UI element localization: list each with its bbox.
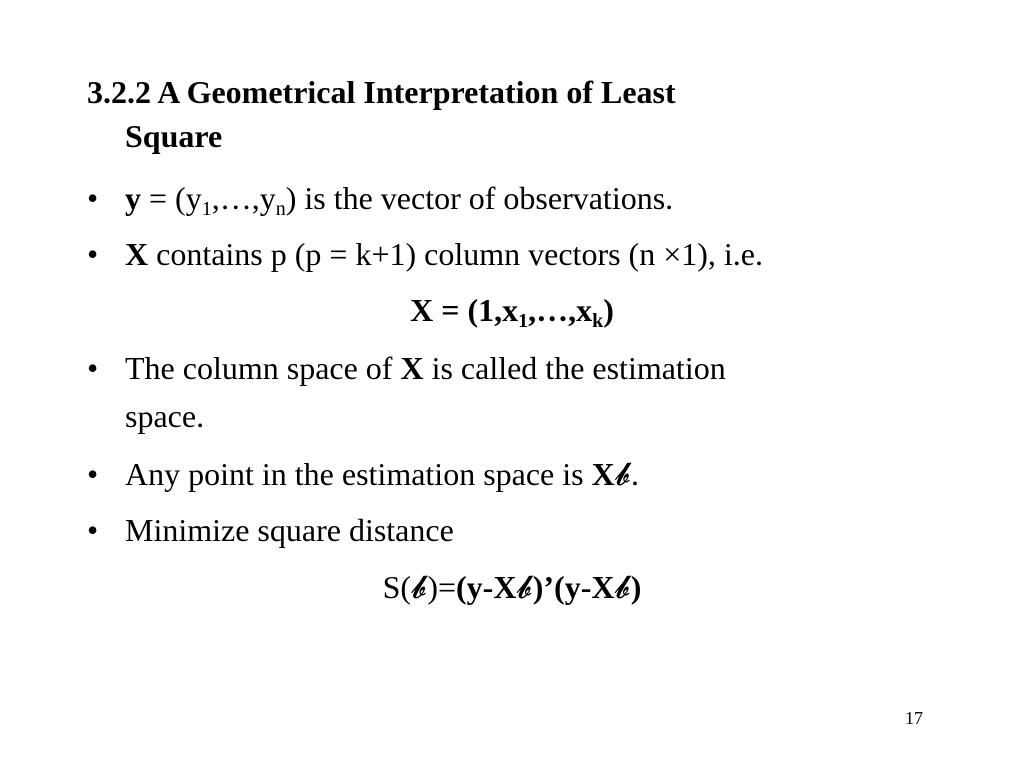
bullet-column-vectors <box>125 234 763 274</box>
eq1-subscript-1: 1 <box>518 310 529 332</box>
eq1-close: ) <box>603 292 614 328</box>
column-space-pre: The column space of <box>125 350 401 386</box>
column-space-post: is called the estimation <box>423 350 726 386</box>
y-definition-mid: ,…,y <box>211 180 276 216</box>
eq2-equals: )= <box>427 569 457 605</box>
bullet-column-space <box>125 348 726 388</box>
eq2-beta-1: 𝓫 <box>411 569 428 605</box>
subscript-n: n <box>275 198 286 220</box>
eq2-s-open: S( <box>382 569 412 605</box>
page-number: 17 <box>905 708 923 728</box>
eq2-part-2: )’(y-X <box>532 569 615 605</box>
eq1-subscript-k: k <box>592 310 604 332</box>
bullet-marker-5: • <box>87 512 99 548</box>
x-matrix-equation <box>0 290 1024 330</box>
slide-title-line2: Square <box>125 118 223 154</box>
x-definition-text: contains p (p = k+1) column vectors (n ×1), i.e. <box>148 236 763 272</box>
estimation-point-pre: Any point in the estimation space is <box>125 456 592 492</box>
estimation-point-period: . <box>631 456 639 492</box>
bullet-marker-4: • <box>87 456 99 492</box>
sum-of-squares-equation <box>0 567 1024 607</box>
column-space-x: X <box>400 350 424 386</box>
y-definition-open: = (y <box>141 180 202 216</box>
slide-title <box>87 70 887 158</box>
eq1-mid: ,…,x <box>528 292 593 328</box>
y-definition-tail: ) is the vector of observations. <box>285 180 674 216</box>
estimation-point-x: X <box>591 456 615 492</box>
bullet-column-space-line2: space. <box>125 398 205 434</box>
subscript-1: 1 <box>201 198 212 220</box>
bullet-marker-2: • <box>87 236 99 272</box>
eq2-close: ) <box>630 569 642 605</box>
bullet-estimation-point <box>125 454 639 494</box>
y-vector-symbol: y <box>125 180 141 216</box>
bullet-minimize: Minimize square distance <box>125 512 454 548</box>
x-matrix-symbol: X <box>125 236 149 272</box>
beta-symbol: 𝓫 <box>614 456 631 492</box>
eq2-beta-3: 𝓫 <box>614 569 631 605</box>
bullet-marker-1: • <box>87 180 99 216</box>
eq2-beta-2: 𝓫 <box>516 569 533 605</box>
eq1-lead: X = (1,x <box>410 292 519 328</box>
eq2-part-1: (y-X <box>456 569 517 605</box>
bullet-marker-3: • <box>87 350 99 386</box>
slide-title-line1: 3.2.2 A Geometrical Interpretation of Least <box>87 74 676 110</box>
bullet-observations <box>125 178 673 218</box>
